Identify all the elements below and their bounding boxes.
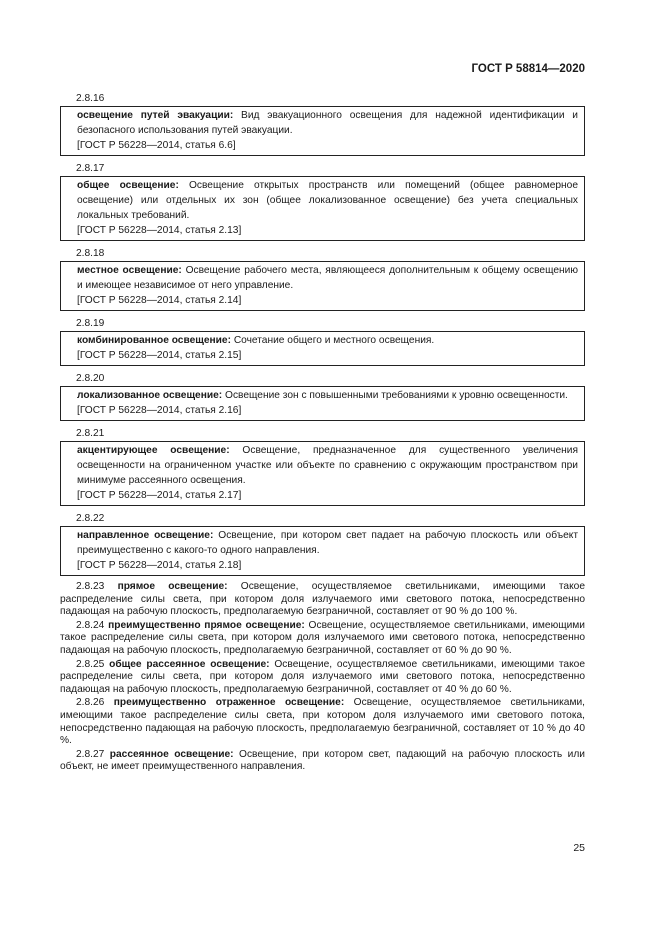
term-paragraph [60, 659, 585, 697]
term-box [60, 526, 585, 576]
term-box [60, 261, 585, 311]
term-reference: [ГОСТ Р 56228—2014, статья 6.6] [77, 140, 236, 151]
term-number: 2.8.19 [76, 318, 105, 329]
term-paragraph [60, 581, 585, 619]
term-text: Освещение, при котором свет падает на рабочую плоскость или объект преимущественно с какого-то одного направления. [77, 530, 578, 556]
term-text: Освещение, осуществляемое светильниками, имеющими такое распределение силы света, при котором доля излучаемого ими светового потока, непосредственно падающая на рабочую плоскость, предполагаемую безграничной, составляет от 90 % до 100 %. [60, 581, 585, 618]
term-reference: [ГОСТ Р 56228—2014, статья 2.15] [77, 350, 242, 361]
term-definition [77, 333, 578, 348]
term-box [60, 441, 585, 506]
term-text: Освещение зон с повышенными требованиями к уровню освещенности. [222, 390, 568, 401]
term-box [60, 331, 585, 366]
term-paragraph [60, 697, 585, 747]
term-definition [77, 443, 578, 488]
term-paragraph [60, 749, 585, 774]
page-number: 25 [573, 842, 585, 854]
term-name: акцентирующее освещение: [77, 445, 230, 456]
term-number: 2.8.22 [76, 513, 105, 524]
term-reference: [ГОСТ Р 56228—2014, статья 2.17] [77, 490, 242, 501]
term-reference: [ГОСТ Р 56228—2014, статья 2.14] [77, 295, 242, 306]
term-name: локализованное освещение: [77, 390, 223, 401]
term-number: 2.8.26 [76, 697, 105, 709]
term-paragraph [60, 620, 585, 658]
term-text: Освещение рабочего места, являющееся дополнительным к общему освещению и имеющее независимое от него управление. [77, 265, 578, 291]
term-box [60, 176, 585, 241]
term-name: направленное освещение: [77, 530, 214, 541]
term-text: Освещение, осуществляемое светильниками, имеющими такое распределение силы света, при котором доля излучаемого ими светового потока, непосредственно падающая на рабочую плоскость, предполагаемую безграничной, составляет от 60 % до 90 %. [60, 619, 585, 656]
term-name: прямое освещение: [117, 581, 228, 592]
term-name: преимущественно прямое освещение: [108, 619, 305, 631]
term-reference: [ГОСТ Р 56228—2014, статья 2.18] [77, 560, 242, 571]
term-text: Сочетание общего и местного освещения. [230, 335, 435, 346]
term-definition [77, 178, 578, 223]
term-box [60, 386, 585, 421]
term-definition [77, 528, 578, 558]
term-text: Освещение, осуществляемое светильниками, имеющими такое распределение силы света, при котором доля излучаемого ими светового потока, непосредственно падающая на рабочую плоскость, предполагаемую безграничной, составляет от 40 % до 60 %. [60, 658, 585, 695]
term-number: 2.8.20 [76, 373, 105, 384]
document-code: ГОСТ Р 58814—2020 [471, 63, 585, 75]
term-text: Освещение открытых пространств или помещений (общее равномерное освещение) или отдельных их зон (общее локализованное освещение) без учета специальных локальных требований. [77, 180, 578, 221]
term-name: местное освещение: [77, 265, 182, 276]
term-text: Вид эвакуационного освещения для надежной идентификации и безопасного использования путей эвакуации. [77, 110, 578, 136]
term-definition [77, 108, 578, 138]
term-number: 2.8.17 [76, 163, 105, 174]
term-name: общее рассеянное освещение: [109, 658, 270, 670]
term-box [60, 106, 585, 156]
term-name: рассеянное освещение: [109, 748, 234, 760]
term-text: Освещение, предназначенное для существенного увеличения освещенности на ограниченном участке или объекте по сравнению с окружающим пространством при минимуме рассеянного освещения. [77, 445, 578, 486]
term-definition [77, 263, 578, 293]
term-definition [77, 388, 578, 403]
term-number: 2.8.23 [76, 581, 105, 592]
term-name: общее освещение: [77, 180, 179, 191]
term-name: освещение путей эвакуации: [77, 110, 234, 121]
term-number: 2.8.27 [76, 748, 105, 760]
term-text: Освещение, при котором свет, падающий на рабочую плоскость или объект, не имеет преимущественного направления. [60, 748, 586, 773]
term-name: преимущественно отраженное освещение: [113, 697, 345, 709]
term-number: 2.8.25 [76, 658, 105, 670]
term-number: 2.8.24 [76, 619, 105, 631]
term-number: 2.8.16 [76, 93, 105, 104]
term-number: 2.8.21 [76, 428, 105, 439]
term-text: Освещение, осуществляемое светильниками, имеющими такое распределение силы света, при котором доля излучаемого ими светового потока, непосредственно падающая на рабочую плоскость, предполагаемую безграничной, составляет от 10 % до 40 %. [60, 697, 585, 747]
term-reference: [ГОСТ Р 56228—2014, статья 2.16] [77, 405, 242, 416]
term-reference: [ГОСТ Р 56228—2014, статья 2.13] [77, 225, 242, 236]
term-number: 2.8.18 [76, 248, 105, 259]
terms-content [60, 91, 585, 775]
term-name: комбинированное освещение: [77, 335, 231, 346]
